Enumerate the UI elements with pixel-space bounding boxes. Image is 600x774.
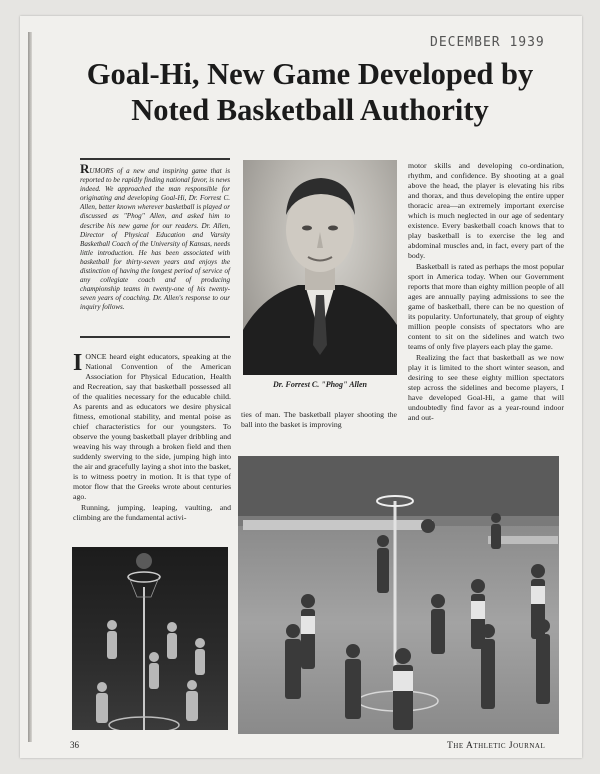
headline-line-2: Noted Basketball Authority [131,93,489,127]
paragraph: Running, jumping, leaping, vaulting, and climbing are the fundamental activi- [73,503,231,522]
headline-line-1: Goal-Hi, New Game Developed by [86,57,534,91]
page-number: 36 [70,740,79,750]
paragraph [73,352,231,502]
paragraph: ties of man. The basketball player shooting the ball into the basket is improving [241,410,397,429]
portrait-illustration [243,160,397,375]
article-column-middle [241,410,397,431]
portrait-photo [243,160,397,375]
article-column-left [73,352,231,524]
paragraph: Realizing the fact that basketball as we now play it is limited to the short winter season, and desiring to see these eighty million spectators step across the sidelines and become players, I have developed Goal-Hi, a game that will undoubtedly find favor as a year-round indoor and out- [408,353,564,422]
intro-dropcap: R [80,161,90,176]
journal-name: The Athletic Journal [447,741,546,751]
headline [50,56,570,128]
gym-game-illustration [72,547,228,730]
outdoor-game-photo [238,456,559,734]
editor-intro-text [80,161,230,313]
paragraph: motor skills and developing co-ordination, rhythm, and confidence. By shooting at a goal above the head, the player is elevating his ribs and thorax, and thus developing the entire upper thoracic area—an extremely important exercise which is much neglected in our age of sedentary existence. Every basketball coach knows that to play basketball is to exercise the leg and abdominal muscles and, in fact, every part of the body. [408,161,564,260]
outdoor-game-illustration [238,456,559,734]
gym-game-photo [72,547,228,730]
handwritten-date: DECEMBER 1939 [430,35,545,50]
page-binding-edge [28,32,32,742]
editor-intro-box [80,158,230,338]
article-column-right [408,161,564,424]
intro-body: UMORS of a new and inspiring game that is reported to be rapidly finding national favor, is news indeed. We approached the man responsible for originating and developing Goal-Hi, Dr. Forrest C. Allen, better known wherever basketball is played or discussed as "Phog" Allen, and asked him to describe his new game for our readers. Dr. Allen, Director of Physical Education and Varsity Basketball Coach of the University of Kansas, needs little introduction. He has been associated with basketball for thirty-seven years and enjoys the distinction of having the longest period of service of any collegiate coach and of producing championship teams in twenty-one of his twenty-seven years of coaching. Dr. Allen's response to our inquiry follows. [80,167,230,312]
paragraph-text: ONCE heard eight educators, speaking at the National Convention of the American Association for Physical Education, Health and Recreation, say that basketball possessed all of the qualities necessary for the educable child. As parents and as educators we desire physical fitness, emotional stability, and mental poise as chief characteristics for our youngsters. To observe the young basketball player dribbling and weaving his way through a broken field and then suddenly swerving to the side, jumping high into the air and gracefully laying a shot into the basket, is to witness poetry in motion. It is that type of motor flow that the Greeks wrote about centuries ago. [73,352,231,501]
body-dropcap: I [73,350,83,376]
paragraph: Basketball is rated as perhaps the most popular sport in America today. When our Government reports that more than eighty million people of all ages are annually paying admissions to see the game of basketball, there can be no question of its popularity. Unfortunately, that group of eighty million people consists of spectators who are content to sit on the sidelines and watch two teams of only five players each play the game. [408,262,564,351]
portrait-caption: Dr. Forrest C. "Phog" Allen [273,380,367,389]
